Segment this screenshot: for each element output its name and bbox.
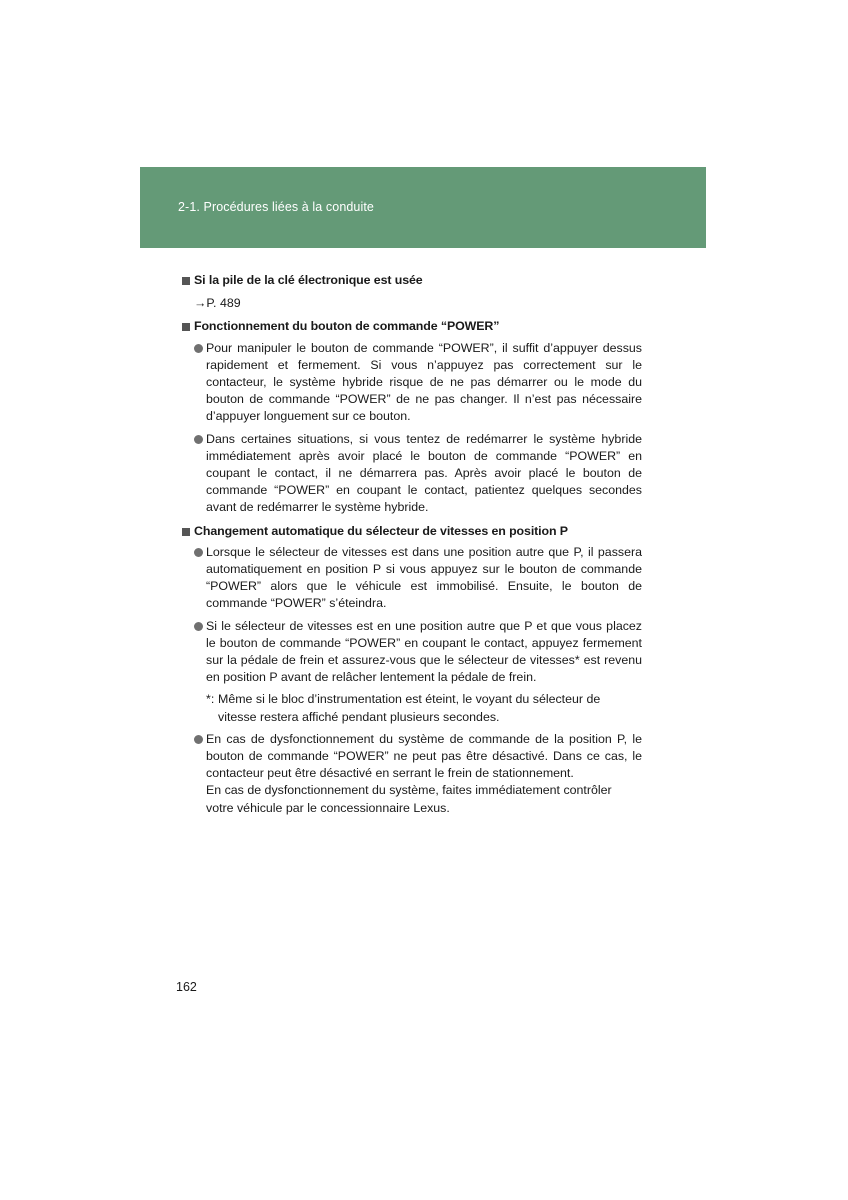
footnote-text: Même si le bloc d’instrumentation est éteint, le voyant du sélecteur de vitesse restera affiché pendant plusieurs secondes.: [218, 692, 601, 724]
bullet-paragraph: [194, 544, 642, 613]
square-bullet-icon: [182, 323, 190, 331]
bullet-paragraph: [194, 340, 642, 426]
section-heading-text: Si la pile de la clé électronique est usée: [194, 273, 423, 287]
chapter-header-band: [140, 167, 706, 248]
footnote: [206, 691, 642, 725]
bullet-text: En cas de dysfonctionnement du système de commande de la position P, le bouton de commande “POWER” ne peut pas être désactivé. Dans ce cas, le contacteur peut être désactivé en serrant le frein de stationnement.: [206, 731, 642, 781]
bullet-text: Si le sélecteur de vitesses est en une position autre que P et que vous placez le bouton de commande “POWER” en coupant le contact, appuyez fermement sur la pédale de frein et assurez-vous que le sélecteur de vitesses* est revenu en position P avant de relâcher lentement la pédale de frein.: [206, 618, 642, 685]
page-number: 162: [176, 980, 197, 994]
circle-bullet-icon: [194, 548, 203, 557]
circle-bullet-icon: [194, 435, 203, 444]
bullet-paragraph: [194, 618, 642, 687]
bullet-paragraph: [194, 731, 642, 817]
circle-bullet-icon: [194, 735, 203, 744]
page-reference: →P. 489: [194, 296, 241, 311]
section-heading-text: Changement automatique du sélecteur de vitesses en position P: [194, 523, 568, 538]
circle-bullet-icon: [194, 622, 203, 631]
section-heading-auto-park: [182, 523, 642, 540]
square-bullet-icon: [182, 528, 190, 536]
circle-bullet-icon: [194, 344, 203, 353]
footnote-marker: *:: [206, 692, 215, 707]
section-heading-text: Fonctionnement du bouton de commande “POWER”: [194, 319, 500, 334]
chapter-title: 2-1. Procédures liées à la conduite: [178, 200, 374, 214]
bullet-text: Dans certaines situations, si vous tentez de redémarrer le système hybride immédiatement après avoir placé le bouton de commande “POWER” en coupant le contact, il ne démarrera pas. Après avoir placé le bouton de commande “POWER” en coupant le contact, patientez quelques secondes avant de redémarrer le système hybride.: [206, 431, 642, 515]
bullet-text: Lorsque le sélecteur de vitesses est dans une position autre que P, il passera automatiquement en position P si vous appuyez sur le bouton de commande “POWER” alors que le véhicule est immobilisé. Ensuite, le bouton de commande “POWER” s’éteindra.: [206, 544, 642, 611]
bullet-text: Pour manipuler le bouton de commande “POWER”, il suffit d’appuyer dessus rapidement et fermement. Si vous n’appuyez pas correctement sur le contacteur, le système hybride risque de ne pas démarrer ou le mode du bouton de commande “POWER” de ne pas changer. Il n’est pas nécessaire d’appuyer longuement sur ce bouton.: [206, 340, 642, 424]
bullet-paragraph: [194, 431, 642, 517]
square-bullet-icon: [182, 277, 190, 285]
section-heading-power-button: [182, 318, 642, 335]
page-content: [182, 270, 642, 817]
bullet-continuation-text: En cas de dysfonctionnement du système, faites immédiatement contrôler votre véhicule par le concessionnaire Lexus.: [206, 783, 612, 815]
section-heading-battery: [182, 272, 642, 289]
